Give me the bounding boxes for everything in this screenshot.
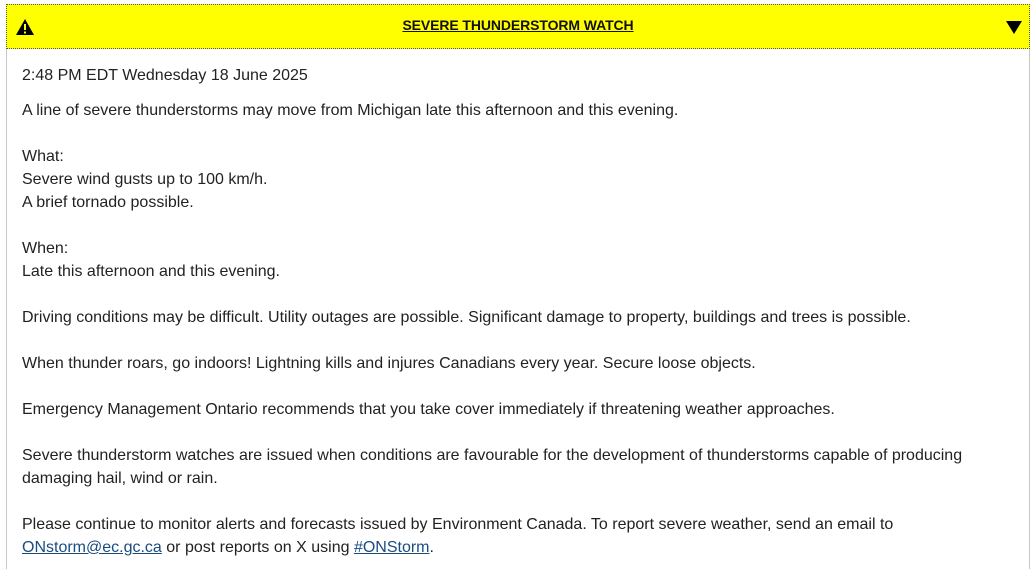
- issued-timestamp: 2:48 PM EDT Wednesday 18 June 2025: [22, 67, 308, 84]
- emo-paragraph: Emergency Management Ontario recommends that you take cover immediately if threatening weather approaches.: [22, 401, 835, 418]
- impact-paragraph: Driving conditions may be difficult. Utility outages are possible. Significant damage to property, buildings and trees is possible.: [22, 309, 911, 326]
- when-line: Late this afternoon and this evening.: [22, 263, 280, 280]
- what-section: [22, 145, 1022, 214]
- what-heading: What:: [22, 148, 64, 165]
- closing-text: Please continue to monitor alerts and forecasts issued by Environment Canada. To report severe weather, send an email to: [22, 516, 894, 533]
- alert-intro: A line of severe thunderstorms may move from Michigan late this afternoon and this evening.: [22, 102, 679, 119]
- when-section: [22, 237, 1022, 283]
- alert-body: [22, 64, 1022, 569]
- what-line: Severe wind gusts up to 100 km/h.: [22, 171, 268, 188]
- closing-text-end: .: [429, 539, 434, 556]
- safety-paragraph: When thunder roars, go indoors! Lightning kills and injures Canadians every year. Secure loose objects.: [22, 355, 756, 372]
- email-link[interactable]: ONstorm@ec.gc.ca: [22, 539, 162, 556]
- definition-paragraph: Severe thunderstorm watches are issued when conditions are favourable for the development of thunderstorms capable of producing damaging hail, wind or rain.: [22, 447, 963, 487]
- alert-title[interactable]: SEVERE THUNDERSTORM WATCH: [402, 17, 634, 33]
- hashtag-link[interactable]: #ONStorm: [353, 539, 430, 556]
- closing-text-middle: or post reports on X using: [161, 539, 354, 556]
- what-line: A brief tornado possible.: [22, 194, 194, 211]
- alert-banner[interactable]: [6, 4, 1030, 49]
- closing-paragraph: [22, 513, 1022, 559]
- when-heading: When:: [22, 240, 69, 257]
- triangle-down-icon[interactable]: [1005, 19, 1023, 35]
